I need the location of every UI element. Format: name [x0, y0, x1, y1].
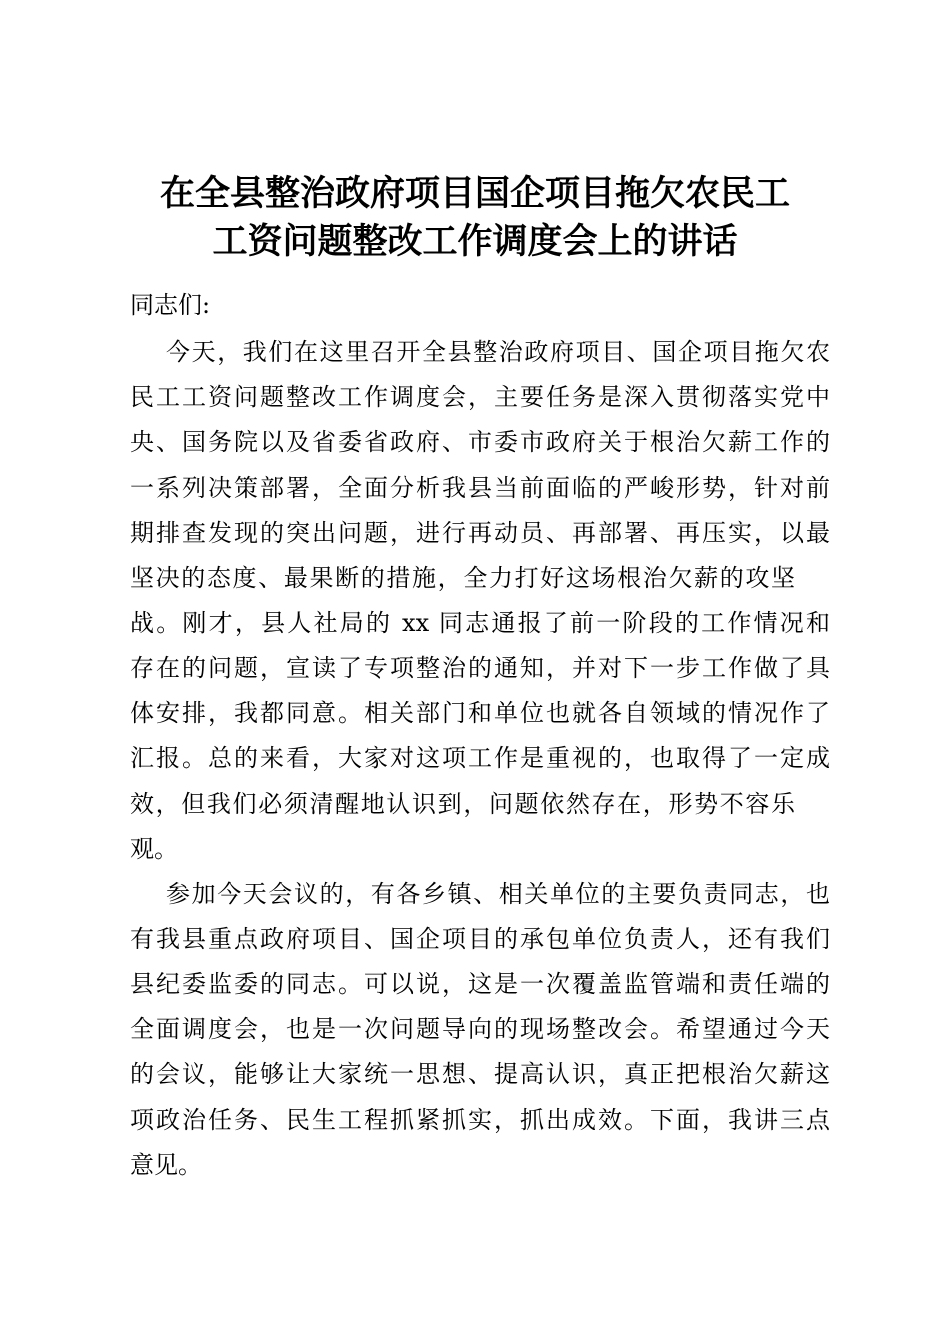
paragraph-1-line: 期排查发现的突出问题，进行再动员、再部署、再压实，以最 [130, 519, 830, 547]
paragraph-2-line: 县纪委监委的同志。可以说，这是一次覆盖监管端和责任端的 [130, 970, 830, 998]
paragraph-1-line: 体安排，我都同意。相关部门和单位也就各自领域的情况作了 [130, 699, 830, 727]
paragraph-1-line: 存在的问题，宣读了专项整治的通知，并对下一步工作做了具 [130, 654, 830, 682]
paragraph-2-line: 意见。 [130, 1151, 202, 1179]
paragraph-1-line: 央、国务院以及省委省政府、市委市政府关于根治欠薪工作的 [130, 428, 830, 456]
paragraph-1-line: 观。 [130, 835, 178, 863]
paragraph-2-line: 的会议，能够让大家统一思想、提高认识，真正把根治欠薪这 [130, 1060, 830, 1088]
paragraph-1-line: 民工工资问题整改工作调度会，主要任务是深入贯彻落实党中 [130, 383, 830, 411]
paragraph-1-line: 战。刚才，县人社局的 xx 同志通报了前一阶段的工作情况和 [130, 609, 830, 637]
paragraph-2-line: 参加今天会议的，有各乡镇、相关单位的主要负责同志，也 [166, 880, 830, 908]
document-title-line-1: 在全县整治政府项目国企项目拖欠农民工 [159, 173, 790, 214]
paragraph-2-line: 有我县重点政府项目、国企项目的承包单位负责人，还有我们 [130, 925, 830, 953]
paragraph-1-line: 效，但我们必须清醒地认识到，问题依然存在，形势不容乐 [130, 790, 795, 818]
paragraph-2-line: 项政治任务、民生工程抓紧抓实，抓出成效。下面，我讲三点 [130, 1106, 830, 1134]
paragraph-1-line: 一系列决策部署，全面分析我县当前面临的严峻形势，针对前 [130, 474, 830, 502]
document-title-line-2: 工资问题整改工作调度会上的讲话 [212, 221, 738, 262]
paragraph-1-line: 坚决的态度、最果断的措施，全力打好这场根治欠薪的攻坚 [130, 564, 795, 592]
paragraph-1-line: 汇报。总的来看，大家对这项工作是重视的，也取得了一定成 [130, 744, 830, 772]
paragraph-1-line: 今天，我们在这里召开全县整治政府项目、国企项目拖欠农 [166, 338, 830, 366]
salutation: 同志们: [130, 291, 211, 319]
paragraph-2-line: 全面调度会，也是一次问题导向的现场整改会。希望通过今天 [130, 1015, 830, 1043]
